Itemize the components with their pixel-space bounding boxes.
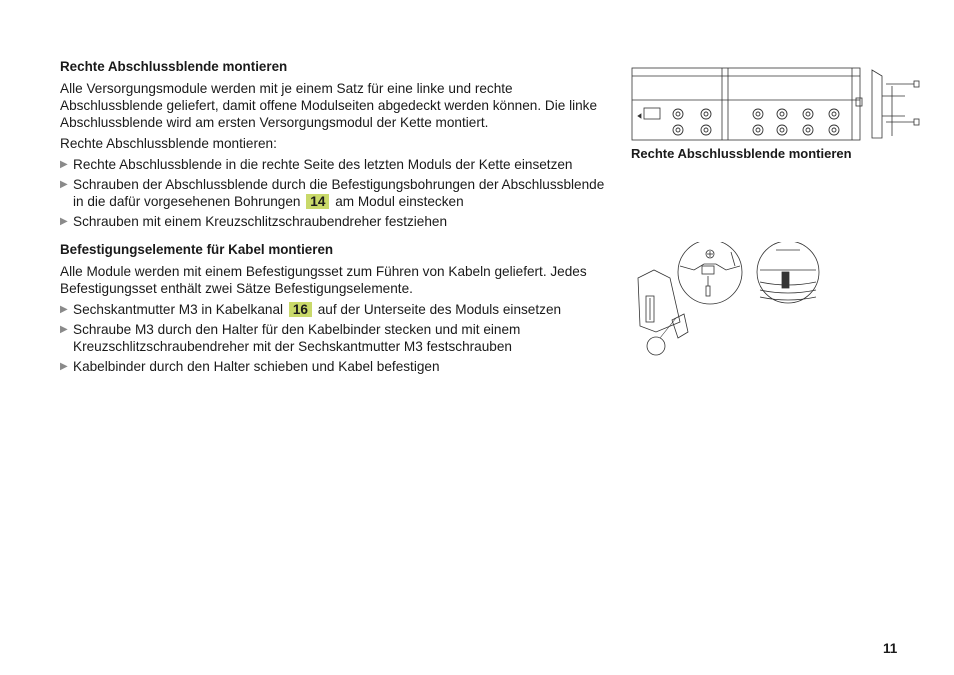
section-heading-cable-fasteners: Befestigungselemente für Kabel montieren [60,242,334,257]
step-text: Schrauben der Abschlussblende durch die Befestigungsbohrungen der Abschlussblende in die dafür vorgesehenen Bohrungen [73,177,605,209]
step-text: Schrauben mit einem Kreuzschlitzschraubendreher festziehen [73,214,448,229]
step-text: auf der Unterseite des Moduls einsetzen [317,302,562,317]
arrow-right-icon: ▶ [60,179,68,190]
instruction-step [60,213,615,230]
section-cable-fasteners [60,241,615,375]
arrow-right-icon: ▶ [60,361,68,372]
section-paragraph-end-cover: Alle Versorgungsmodule werden mit je einem Satz für eine linke und rechte Abschlussblende geliefert, damit offene Modulseiten abgedeckt werden können. Die linke Abschlussblende wird am ersten Versorgungsmodul der Kette montiert. [60,81,598,130]
reference-badge: 14 [306,194,329,209]
instruction-step [60,301,615,318]
arrow-right-icon: ▶ [60,216,68,227]
reference-badge: 16 [289,302,312,317]
main-text-column [60,58,615,378]
instruction-step [60,358,615,375]
cable-fastener-illustration [632,242,822,357]
step-text: Sechskantmutter M3 in Kabelkanal [73,302,284,317]
instruction-intro: Rechte Abschlussblende montieren: [60,136,277,151]
arrow-right-icon: ▶ [60,304,68,315]
section-paragraph-cable-fasteners: Alle Module werden mit einem Befestigungsset zum Führen von Kabeln geliefert. Jedes Befestigungsset enthält zwei Sätze Befestigungselemente. [60,264,587,296]
step-text: Kabelbinder durch den Halter schieben und Kabel befestigen [73,359,440,374]
end-cover-illustration [630,66,920,142]
arrow-right-icon: ▶ [60,324,68,335]
page-number: 11 [883,641,898,656]
figure-caption: Rechte Abschlussblende montieren [631,146,852,161]
step-text: Rechte Abschlussblende in die rechte Seite des letzten Moduls der Kette einsetzen [73,157,573,172]
instruction-step [60,321,615,355]
section-heading-end-cover: Rechte Abschlussblende montieren [60,59,288,74]
step-text: am Modul einstecken [335,194,464,209]
arrow-right-icon: ▶ [60,159,68,170]
instruction-step [60,156,615,173]
step-text: Schraube M3 durch den Halter für den Kabelbinder stecken und mit einem Kreuzschlitzschraubendreher mit der Sechskantmutter M3 festschrauben [73,322,521,354]
instruction-step [60,176,615,210]
